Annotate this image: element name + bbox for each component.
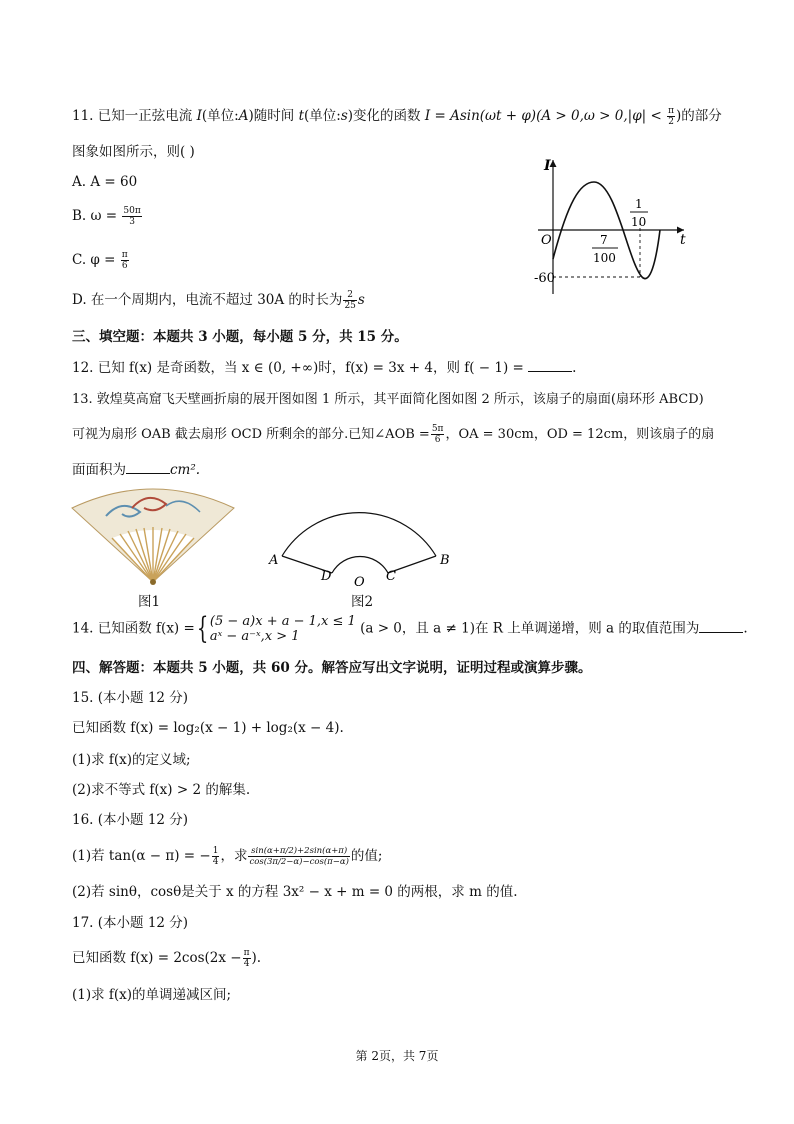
q13-line3: 面面积为 cm². bbox=[72, 462, 201, 478]
point-b: B bbox=[440, 553, 450, 568]
y-label: I bbox=[544, 158, 551, 174]
q16-part2: (2)若 sinθ，cosθ是关于 x 的方程 3x² − x + m = 0 的两根，求 m 的值. bbox=[72, 884, 518, 900]
trig-fraction: $\frac{\sin(\alpha+\pi/2)+2\sin(\alpha+\pi)}{\cos(3\pi/2-\alpha)-\cos(\pi-\alpha)}$ bbox=[249, 846, 349, 867]
fig2-caption: 图2 bbox=[351, 594, 374, 610]
sine-graph bbox=[528, 152, 700, 298]
frac-7-100-den: 100 bbox=[593, 251, 616, 265]
section-4-title: 四、解答题：本题共 5 小题，共 60 分。解答应写出文字说明，证明过程或演算步骤。 bbox=[72, 660, 592, 676]
inner-arc bbox=[332, 556, 388, 573]
fan-diagram bbox=[264, 486, 464, 592]
q17-stem: 已知函数 f(x) = 2cos(2x − $\frac{\pi}{4}$ ). bbox=[72, 948, 262, 969]
neg-60-label: -60 bbox=[534, 271, 555, 286]
q13-line2: 可视为扇形 OAB 截去扇形 OCD 所剩余的部分.已知∠AOB = $\frac{5\pi}{6}$ ，OA = 30cm，OD = 12cm，则该扇子的扇 bbox=[72, 424, 715, 445]
point-o: O bbox=[354, 575, 365, 590]
q11-line1: 11. 已知一正弦电流 I(单位:A)随时间 t(单位:s)变化的函数 I = Asin(ωt + φ)(A > 0,ω > 0,|φ| < $\frac{\pi}{2}$ )的部分 bbox=[72, 106, 722, 127]
option-d: D. 在一个周期内，电流不超过 30A 的时长为 $\frac{2}{25}$ s bbox=[72, 290, 365, 311]
option-b: B. ω = $\frac{50\pi}{3}$ bbox=[72, 206, 141, 227]
option-c: C. φ = $\frac{\pi}{6}$ bbox=[72, 250, 128, 271]
q11-function: I = Asin(ωt + φ)(A > 0,ω > 0,|φ| < bbox=[424, 108, 662, 124]
q16-part1: (1)若 tan(α − π) = − $\frac{1}{4}$ ，求 $\frac{\sin(\alpha+\pi/2)+2\sin(\alpha+\pi)}{\cos(3\pi/2-\alpha)-\cos(\pi-\alpha)}$ 的值; bbox=[72, 846, 383, 867]
q14: 14. 已知函数 f(x) ={ (5 − a)x + a − 1,x ≤ 1 aˣ − a⁻ˣ,x > 1 (a > 0，且 a ≠ 1)在 R 上单调递增，则 a 的取值范围为 . bbox=[72, 611, 748, 646]
frac-1-10-den: 10 bbox=[631, 215, 647, 229]
q17-head: 17. (本小题 12 分) bbox=[72, 915, 189, 931]
q15-part2: (2)求不等式 f(x) > 2 的解集. bbox=[72, 782, 251, 798]
point-a: A bbox=[269, 553, 279, 568]
q15-stem: 已知函数 f(x) = log₂(x − 1) + log₂(x − 4). bbox=[72, 720, 344, 736]
left-brace: { bbox=[196, 611, 209, 646]
frac-7-100-num: 7 bbox=[600, 233, 608, 247]
fig1-caption: 图1 bbox=[138, 594, 161, 610]
section-3-title: 三、填空题：本题共 3 小题，每小题 5 分，共 15 分。 bbox=[72, 329, 408, 345]
pi-over-2: $\frac{\pi}{2}$ bbox=[668, 106, 675, 127]
answer-blank bbox=[126, 461, 170, 474]
fan-picture bbox=[70, 486, 236, 588]
answer-blank bbox=[699, 620, 743, 633]
origin-label: O bbox=[541, 233, 552, 248]
q17-part1: (1)求 f(x)的单调递减区间; bbox=[72, 987, 232, 1003]
point-c: C bbox=[386, 569, 396, 584]
q15-part1: (1)求 f(x)的定义域; bbox=[72, 752, 191, 768]
x-label: t bbox=[680, 232, 686, 248]
outer-arc bbox=[282, 513, 436, 556]
piecewise-cases: (5 − a)x + a − 1,x ≤ 1 aˣ − a⁻ˣ,x > 1 bbox=[209, 614, 356, 644]
q15-head: 15. (本小题 12 分) bbox=[72, 690, 189, 706]
option-a: A. A = 60 bbox=[72, 174, 138, 190]
q11-line2: 图象如图所示，则( ) bbox=[72, 144, 195, 160]
page-footer: 第 2页，共 7页 bbox=[355, 1049, 439, 1063]
answer-blank bbox=[528, 359, 572, 372]
q16-head: 16. (本小题 12 分) bbox=[72, 812, 189, 828]
q12: 12. 已知 f(x) 是奇函数，当 x ∈ (0, +∞)时，f(x) = 3x + 4，则 f( − 1) = . bbox=[72, 360, 577, 376]
point-d: D bbox=[321, 569, 332, 584]
q13-line1: 13. 敦煌莫高窟飞天壁画折扇的展开图如图 1 所示，其平面简化图如图 2 所示，该扇子的扇面(扇环形 ABCD) bbox=[72, 392, 704, 407]
frac-1-10-num: 1 bbox=[635, 197, 643, 211]
